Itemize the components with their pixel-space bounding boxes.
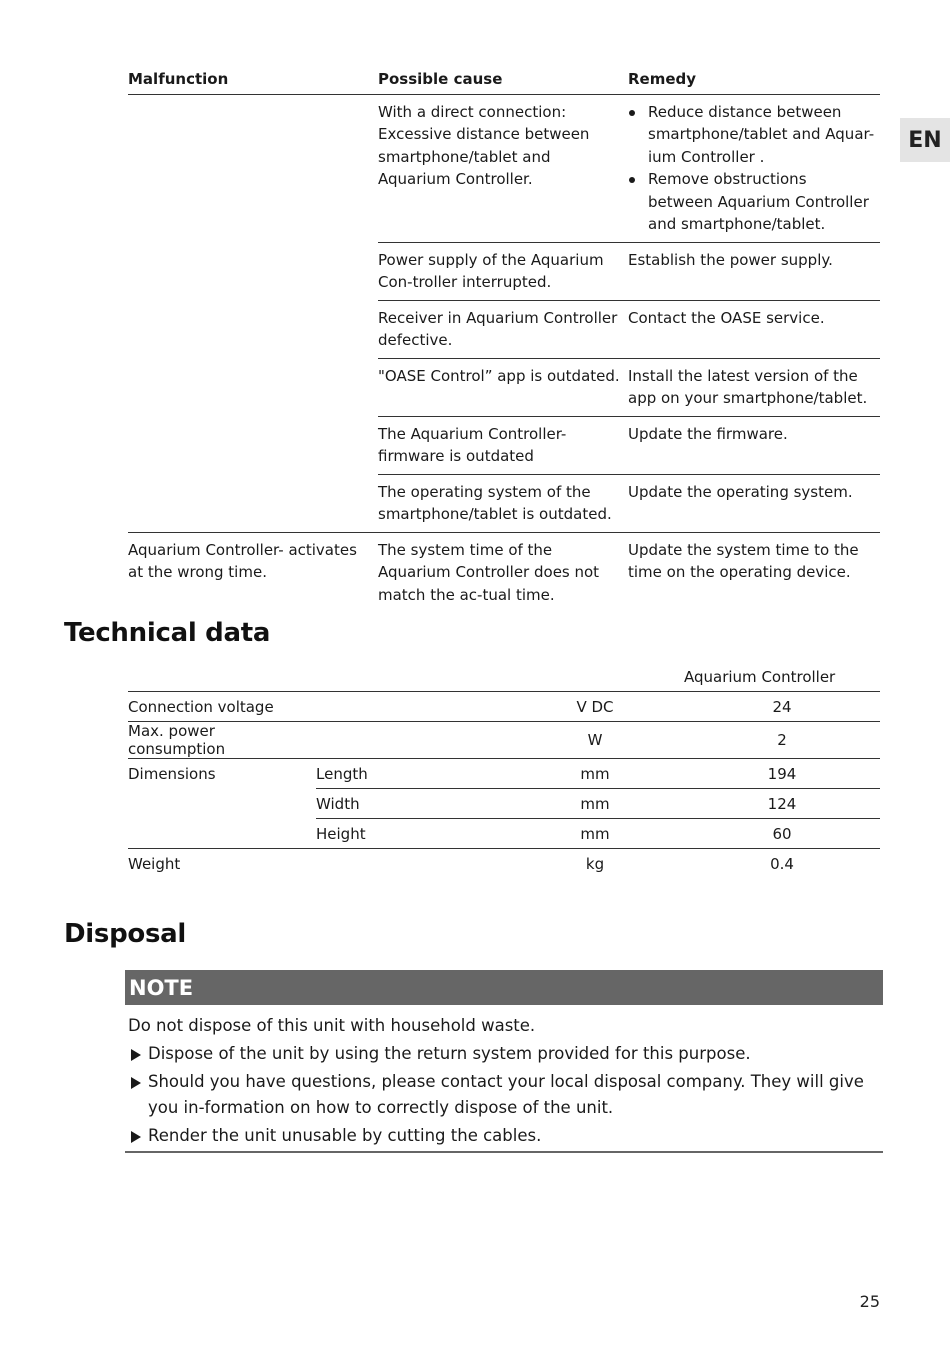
malfunction-cell <box>128 416 378 474</box>
bullet-icon <box>629 177 635 183</box>
cause-cell: Receiver in Aquarium Controller defective. <box>378 300 628 358</box>
table-header-row <box>128 662 880 692</box>
spec-unit: kg <box>585 854 605 873</box>
table-row <box>128 300 880 358</box>
spec-unit: V DC <box>506 692 684 722</box>
remedy-cell: Contact the OASE service. <box>628 300 880 358</box>
remedy-text: Reduce distance between smartphone/tablet and Aquar-ium Controller . <box>648 102 875 166</box>
list-item <box>628 168 876 236</box>
page-number: 25 <box>859 1292 880 1311</box>
spec-label: Dimensions <box>128 764 216 783</box>
note-item-text: Should you have questions, please contact your local disposal company. They will give you in-formation on how to correctly dispose of the unit. <box>148 1072 864 1117</box>
table-row <box>128 759 880 789</box>
note-label: NOTE <box>125 970 883 1005</box>
table-row <box>128 416 880 474</box>
table-row <box>128 692 880 722</box>
spec-value: 124 <box>684 789 880 819</box>
technical-data-heading: Technical data <box>64 618 271 648</box>
remedy-cell <box>628 94 880 242</box>
malfunction-cell <box>128 474 378 532</box>
note-item-text: Render the unit unusable by cutting the cables. <box>148 1126 542 1145</box>
malfunction-cell <box>128 300 378 358</box>
table-row <box>128 242 880 300</box>
table-row <box>128 722 880 759</box>
spec-label: Max. power consumption <box>128 722 316 759</box>
arrow-right-icon <box>131 1131 141 1143</box>
spec-unit: mm <box>506 789 684 819</box>
remedy-list <box>628 101 876 236</box>
note-box <box>125 970 883 1153</box>
list-item <box>128 1123 883 1149</box>
cause-cell: The Aquarium Controller- firmware is outdated <box>378 416 628 474</box>
technical-data-table <box>128 662 880 878</box>
spec-label <box>128 789 316 819</box>
troubleshooting-table <box>128 66 880 612</box>
spec-sublabel <box>316 692 506 722</box>
spec-value: 194 <box>684 759 880 789</box>
spec-label: Weight <box>128 854 181 873</box>
malfunction-cell <box>128 94 378 242</box>
header-possible-cause: Possible cause <box>378 66 628 94</box>
spec-unit: mm <box>506 819 684 849</box>
cause-cell: "OASE Control” app is outdated. <box>378 358 628 416</box>
cause-cell: With a direct connection: Excessive distance between smartphone/tablet and Aquarium Controller. <box>378 94 628 242</box>
list-item <box>128 1069 883 1121</box>
remedy-cell: Update the system time to the time on the operating device. <box>628 540 859 581</box>
remedy-cell: Update the firmware. <box>628 416 880 474</box>
disposal-heading: Disposal <box>64 919 186 949</box>
table-row <box>128 849 880 879</box>
list-item <box>628 101 876 169</box>
malfunction-cell <box>128 358 378 416</box>
list-item <box>128 1041 883 1067</box>
table-row <box>128 358 880 416</box>
spec-value: 60 <box>684 819 880 849</box>
spec-sublabel: Length <box>316 759 506 789</box>
language-tab: EN <box>900 118 950 162</box>
malfunction-cell <box>128 242 378 300</box>
remedy-cell: Establish the power supply. <box>628 242 880 300</box>
note-item-text: Dispose of the unit by using the return system provided for this purpose. <box>148 1044 751 1063</box>
table-row <box>128 789 880 819</box>
note-intro: Do not dispose of this unit with household waste. <box>128 1016 536 1035</box>
spec-label <box>128 819 316 849</box>
spec-unit: mm <box>506 759 684 789</box>
spec-value: 24 <box>684 692 880 722</box>
table-row <box>128 474 880 532</box>
table-header-row <box>128 66 880 94</box>
table-row <box>128 819 880 849</box>
remedy-cell: Update the operating system. <box>628 474 880 532</box>
bullet-icon <box>629 110 635 116</box>
cause-cell: The operating system of the smartphone/tablet is outdated. <box>378 474 628 532</box>
spec-label: Connection voltage <box>128 692 316 722</box>
spec-value: 2 <box>684 722 880 759</box>
spec-sublabel <box>316 722 506 759</box>
note-list <box>128 1041 883 1149</box>
spec-value: 0.4 <box>770 854 794 873</box>
cause-cell: The system time of the Aquarium Controller does not match the ac-tual time. <box>378 540 600 604</box>
spec-sublabel: Width <box>316 789 506 819</box>
arrow-right-icon <box>131 1077 141 1089</box>
arrow-right-icon <box>131 1049 141 1061</box>
remedy-cell: Install the latest version of the app on your smartphone/tablet. <box>628 358 880 416</box>
spec-sublabel: Height <box>316 819 506 849</box>
remedy-text: Remove obstructions between Aquarium Controller and smartphone/tablet. <box>648 170 869 233</box>
header-remedy: Remedy <box>628 66 880 94</box>
malfunction-cell: Aquarium Controller- activates at the wrong time. <box>128 540 357 581</box>
note-body <box>125 1005 883 1149</box>
header-malfunction: Malfunction <box>128 66 378 94</box>
table-row <box>128 94 880 242</box>
spec-unit: W <box>506 722 684 759</box>
spec-sublabel <box>316 849 506 879</box>
cause-cell: Power supply of the Aquarium Con-troller interrupted. <box>378 242 628 300</box>
column-header-aquarium-controller: Aquarium Controller <box>684 662 880 692</box>
table-row <box>128 532 880 612</box>
